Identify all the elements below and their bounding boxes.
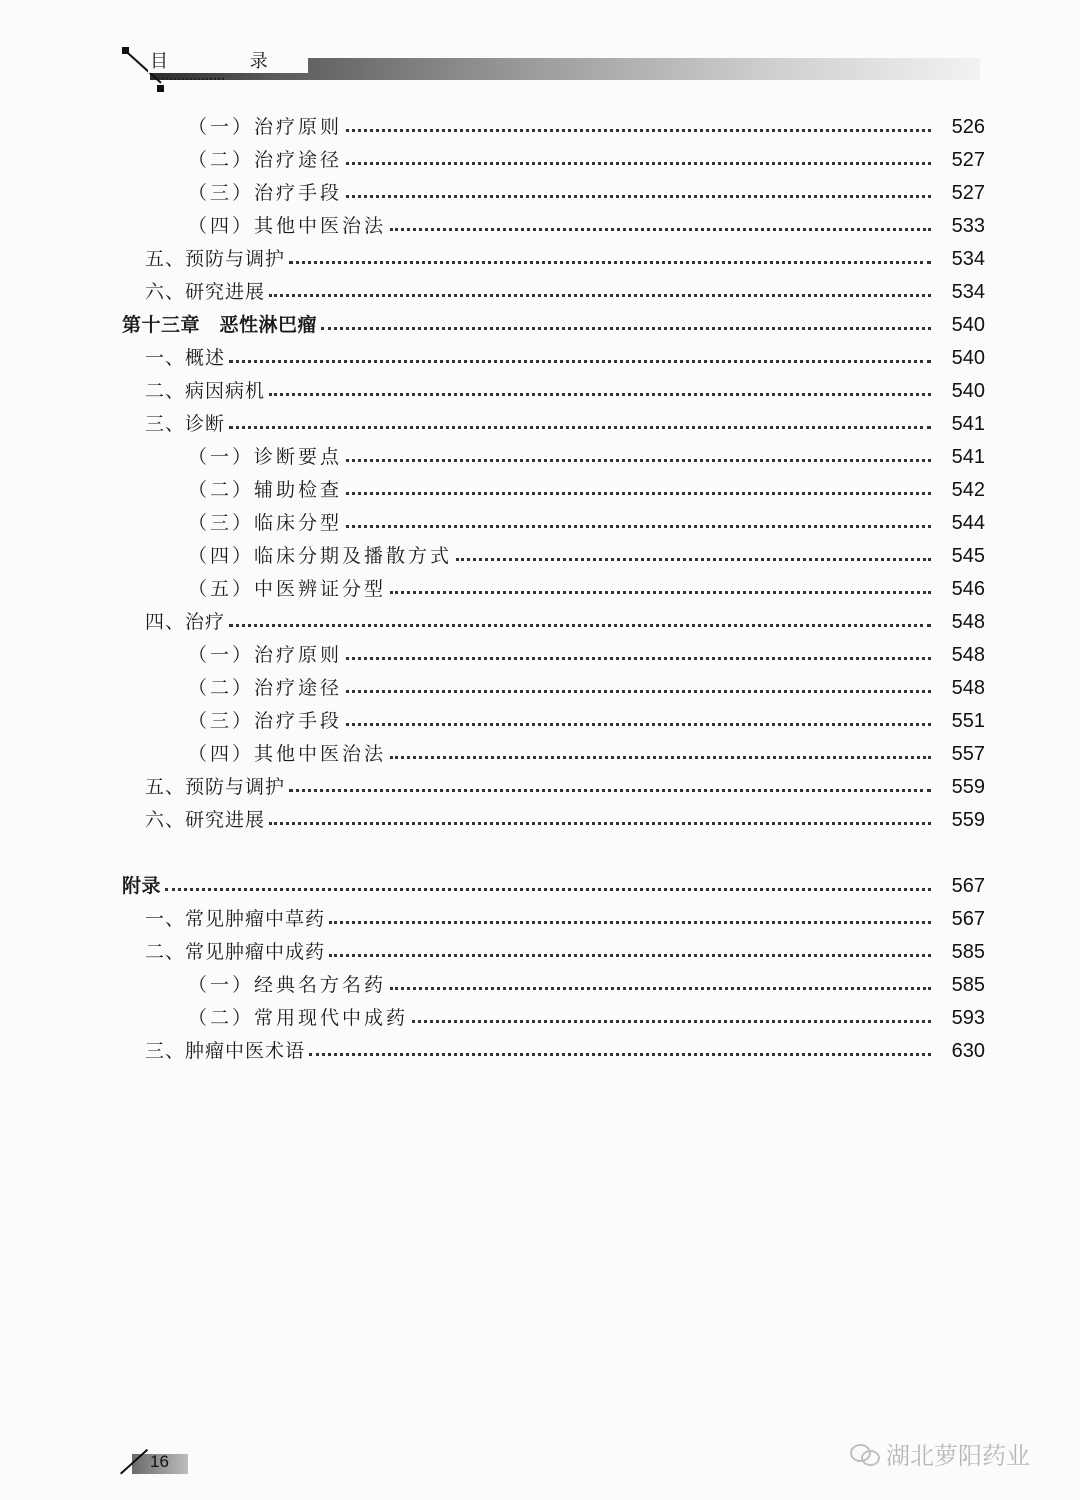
dot-leader [456,558,931,561]
toc-entry [145,346,985,370]
toc-entry-page: 533 [951,215,985,237]
toc-entry-page: 585 [951,974,985,996]
dot-leader [165,888,931,891]
toc-entry [188,148,985,172]
toc-entry-page: 559 [951,809,985,831]
dot-leader [269,822,931,825]
toc-entry-title: 五、预防与调护 [145,248,286,270]
dot-leader [390,591,931,594]
dot-leader [390,987,931,990]
toc-entry [188,478,985,502]
header-corner-square [122,47,129,54]
toc-entry-page: 527 [951,149,985,171]
toc-entry-page: 534 [951,248,985,270]
toc-entry-title: （二）辅助检查 [188,479,343,501]
toc-entry [188,544,985,568]
toc-entry-page: 559 [951,776,985,798]
toc-entry [188,214,985,238]
toc-entry-title: （三）治疗手段 [188,710,343,732]
dot-leader [289,789,931,792]
toc-entry [188,445,985,469]
toc-entry-title: （四）其他中医治法 [188,215,387,237]
dot-leader [346,129,931,132]
dot-leader [321,327,931,330]
toc-entry-page: 548 [951,611,985,633]
toc-entry-title: （五）中医辨证分型 [188,578,387,600]
toc-entry-title: （一）经典名方名药 [188,974,387,996]
dot-leader [329,921,931,924]
toc-entry [188,973,985,997]
dot-leader [269,294,931,297]
toc-entry-title: （二）治疗途径 [188,677,343,699]
toc-entry-page: 527 [951,182,985,204]
dot-leader [346,195,931,198]
dot-leader [346,525,931,528]
dot-leader [229,426,931,429]
toc-entry-title: （二）常用现代中成药 [188,1007,409,1029]
toc-entry-page: 541 [951,446,985,468]
dot-leader [346,657,931,660]
toc-entry [145,247,985,271]
toc-entry [188,709,985,733]
toc-entry-page: 548 [951,644,985,666]
wechat-icon [850,1442,880,1466]
toc-entry-page: 540 [951,380,985,402]
toc-entry-title: （四）临床分期及播散方式 [188,545,453,567]
dot-leader [390,756,931,759]
watermark [850,1436,1030,1471]
toc-entry-title: （一）治疗原则 [188,644,343,666]
toc-entry-title: 第十三章 恶性淋巴瘤 [122,314,318,336]
toc-entry-title: （二）治疗途径 [188,149,343,171]
toc-entry-title: 二、病因病机 [145,380,266,402]
toc-entry-title: 二、常见肿瘤中成药 [145,941,326,963]
toc-entry [145,280,985,304]
toc-entry [145,1039,985,1063]
toc-entry-page: 542 [951,479,985,501]
toc-entry-page: 551 [951,710,985,732]
toc-entry [188,676,985,700]
toc-entry-title: 四、治疗 [145,611,226,633]
toc-entry [145,907,985,931]
toc-entry-title: 附录 [122,875,162,897]
toc-entry [145,610,985,634]
toc-entry-page: 526 [951,116,985,138]
toc-entry-page: 548 [951,677,985,699]
toc-entry-page: 557 [951,743,985,765]
toc-entry-page: 540 [951,347,985,369]
toc-entry-title: 三、诊断 [145,413,226,435]
dot-leader [269,393,931,396]
toc-entry-title: 六、研究进展 [145,809,266,831]
toc-entry-title: 五、预防与调护 [145,776,286,798]
toc-entry [188,742,985,766]
toc-entry [188,181,985,205]
watermark-text: 湖北萝阳药业 [886,1442,1030,1470]
toc-entry [188,577,985,601]
dot-leader [346,723,931,726]
toc-entry-title: 一、常见肿瘤中草药 [145,908,326,930]
toc-entry-page: 545 [951,545,985,567]
dot-leader [309,1053,931,1056]
toc-entry-page: 546 [951,578,985,600]
toc-entry-page: 534 [951,281,985,303]
toc-entry-title: （一）诊断要点 [188,446,343,468]
dot-leader [346,690,931,693]
header-corner-square [157,85,164,92]
toc-entry [188,511,985,535]
toc-entry-title: 三、肿瘤中医术语 [145,1040,306,1062]
toc-entry-page: 567 [951,908,985,930]
toc-entry [145,940,985,964]
toc-entry [188,643,985,667]
toc-entry-title: 六、研究进展 [145,281,266,303]
toc-entry-page: 585 [951,941,985,963]
toc-entry-title: （三）治疗手段 [188,182,343,204]
toc-entry [145,808,985,832]
dot-leader [289,261,931,264]
toc-entry-page: 593 [951,1007,985,1029]
dot-leader [229,624,931,627]
dot-leader [412,1020,931,1023]
header-title: 目 录 [150,51,306,72]
dot-leader [329,954,931,957]
dot-leader [229,360,931,363]
toc-entry [188,1006,985,1030]
dot-leader [390,228,931,231]
toc-entry [122,874,985,898]
toc-entry-page: 541 [951,413,985,435]
toc-entry [145,412,985,436]
toc-entry-page: 540 [951,314,985,336]
toc-entry-page: 544 [951,512,985,534]
toc-entry-title: （三）临床分型 [188,512,343,534]
dot-leader [346,459,931,462]
toc-entry [122,313,985,337]
header-dotted-underline [158,78,224,80]
toc-entry [145,379,985,403]
toc-entry [145,775,985,799]
dot-leader [346,162,931,165]
toc-entry-page: 567 [951,875,985,897]
toc-entry-title: （四）其他中医治法 [188,743,387,765]
toc-entry-title: 一、概述 [145,347,226,369]
page-number: 16 [150,1452,169,1471]
toc-entry-page: 630 [951,1040,985,1062]
toc-entry [188,115,985,139]
toc-entry-title: （一）治疗原则 [188,116,343,138]
dot-leader [346,492,931,495]
